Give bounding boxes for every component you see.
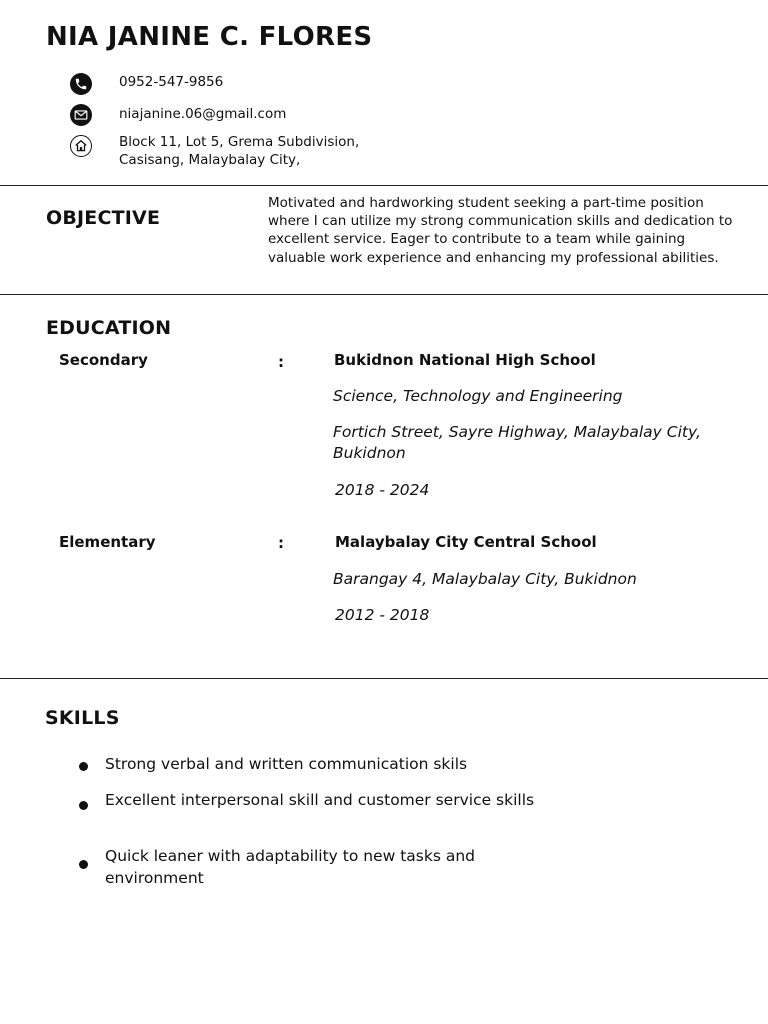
candidate-name: NIA JANINE C. FLORES bbox=[46, 22, 373, 52]
school-years: 2018 - 2024 bbox=[335, 481, 430, 499]
skills-heading: SKILLS bbox=[45, 707, 120, 729]
education-level: Secondary bbox=[59, 351, 148, 369]
skill-item: Quick leaner with adaptability to new tasks and environment bbox=[105, 847, 475, 887]
school-name: Malaybalay City Central School bbox=[335, 533, 597, 551]
bullet-icon bbox=[79, 762, 88, 771]
address-line-1: Block 11, Lot 5, Grema Subdivision, bbox=[119, 134, 360, 150]
skill-item: Excellent interpersonal skill and customer service skills bbox=[105, 791, 535, 809]
email-address: niajanine.06@gmail.com bbox=[119, 106, 287, 122]
education-level: Elementary bbox=[59, 533, 156, 551]
divider bbox=[0, 185, 768, 186]
bullet-icon bbox=[79, 860, 88, 869]
phone-icon bbox=[70, 73, 92, 95]
education-heading: EDUCATION bbox=[46, 317, 172, 339]
objective-text: Motivated and hardworking student seeking a part-time position where I can utilize my strong communication skills and dedication to excellent service. Eager to contribute to a team while gaining valuable work experience and enhancing my professional abilities. bbox=[268, 195, 733, 266]
divider bbox=[0, 294, 768, 295]
education-colon: : bbox=[278, 534, 284, 552]
address-line-2: Casisang, Malaybalay City, bbox=[119, 152, 301, 168]
divider bbox=[0, 678, 768, 679]
education-colon: : bbox=[278, 353, 284, 371]
school-name: Bukidnon National High School bbox=[334, 351, 596, 369]
objective-heading: OBJECTIVE bbox=[46, 207, 161, 229]
bullet-icon bbox=[79, 801, 88, 810]
school-address: Fortich Street, Sayre Highway, Malaybalay City, Bukidnon bbox=[333, 423, 701, 462]
email-icon bbox=[70, 104, 92, 126]
school-strand: Science, Technology and Engineering bbox=[333, 387, 623, 405]
home-icon bbox=[70, 135, 92, 157]
school-address: Barangay 4, Malaybalay City, Bukidnon bbox=[333, 570, 637, 588]
skill-item: Strong verbal and written communication skils bbox=[105, 755, 468, 773]
school-years: 2012 - 2018 bbox=[335, 606, 430, 624]
phone-number: 0952-547-9856 bbox=[119, 74, 224, 90]
